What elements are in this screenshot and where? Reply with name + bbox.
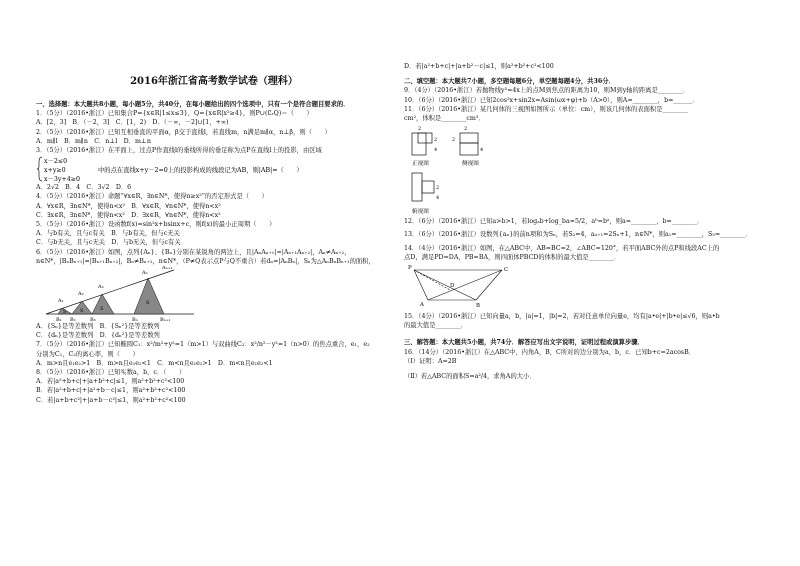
label-b3: B₃ — [90, 317, 96, 323]
question-7-options: A．m>n且e₁e₂>1 B．m>n且e₁e₂<1 C．m<n且e₁e₂>1 D．m<n且e₁e₂<1 — [36, 359, 273, 367]
label-s2: S — [80, 308, 84, 315]
label-p: P — [408, 265, 412, 272]
label-s1: S — [63, 309, 67, 316]
question-1-options: A．[2，3] B．（－2，3] C．[1，2) D．（－∞，－2]∪[1，+∞) — [36, 119, 229, 127]
system-line-3: x－3y+4≥0 — [44, 176, 80, 184]
section-fill-heading: 二、填空题：本大题共7小题，多空题每题6分，单空题每题4分，共36分． — [404, 78, 615, 86]
question-5-options-ab: A．与b有关，且与c有关 B．与b有关，但与c无关 — [36, 230, 180, 238]
question-16-part-1: （Ⅰ）证明：A=2B — [404, 357, 457, 365]
top-view-right — [422, 181, 434, 193]
question-6-options-ab: A．{Sₙ}是等差数列 B．{Sₙ²}是等差数列 — [36, 323, 160, 331]
label-bn1: Bₙ₊₁ — [160, 317, 171, 323]
right-column — [404, 62, 770, 381]
question-2-options: A．m∥l B．m∥n C．n⊥l D．m⊥n — [36, 137, 151, 145]
question-5-options-cd: C．与b无关，且与c无关 D．与b无关，但与c有关 — [36, 239, 181, 247]
side-dim-left: 2 — [452, 137, 456, 144]
triangle-n — [134, 278, 164, 314]
label-s3: S — [100, 306, 104, 313]
label-an: Aₙ — [142, 270, 148, 277]
top-view-label: 俯视图 — [412, 209, 429, 216]
question-8: 8．（5分）（2016•浙江）已知实数a，b，c．（ ） — [36, 369, 186, 377]
front-view-label: 正视图 — [412, 161, 429, 168]
question-16: 16．（14分）（2016•浙江）在△ABC中，内角A，B，C所对的边分别为a，b，c．已知b+c=2acosB． — [404, 348, 696, 356]
question-1: 1．（5分）（2016•浙江）已知集合P={x∈R|1≤x≤3}，Q={x∈R|x²≥4}，则P∪(∁ᵣQ)＝（ ） — [36, 110, 313, 118]
question-6: 6．（5分）（2016•浙江）如图，点列{Aₙ}、{Bₙ}分别在某锐角的两边上，且|AₙAₙ₊₁|=|Aₙ₊₁Aₙ₊₂|，Aₙ≠Aₙ₊₂， — [36, 248, 351, 256]
question-6-cont: n∈N*，|BₙBₙ₊₁|=|Bₙ₊₁Bₙ₊₂|，Bₙ≠Bₙ₊₂，n∈N*，（P≠Q表示点P与Q不重合）若dₙ=|AₙBₙ|，Sₙ为△AₙBₙBₙ₊₁的面积， — [36, 257, 375, 265]
question-2: 2．（5分）（2016•浙江）已知互相垂直的平面α，β交于直线l，若直线m，n满足m∥α，n⊥β，则（ ） — [36, 128, 331, 136]
question-4: 4．（5分）（2016•浙江）命题“∀x∈R，∃n∈N*，使得n≥x²”的否定形式是（ ） — [36, 193, 268, 201]
top-dim-length: 4 — [436, 195, 440, 202]
question-4-options-cd: C．∃x∈R，∃n∈N*，使得n<x² D．∃x∈R，∀n∈N*，使得n<x² — [36, 211, 221, 219]
question-14-figure — [404, 262, 770, 308]
system-line-1: x－2≤0 — [44, 158, 68, 166]
front-view-lower — [412, 133, 426, 155]
question-7: 7．（5分）（2016•浙江）已知椭圆C₁：x²/m²+y²=1（m>1）与双曲线C₂：x²/n²－y²=1（n>0）的焦点重合，e₁，e₂ — [36, 341, 370, 349]
edge-ac — [428, 270, 502, 300]
question-10: 10．（6分）（2016•浙江）已知2cos²x+sin2x=Asin(ωx+φ)+b（A>0），则A=________，b=______． — [404, 96, 699, 104]
question-12: 12．（6分）（2016•浙江）已知a>b>1，若logₐb+log_ba=5/2，aᵇ=bᵃ，则a=________，b=________． — [404, 218, 704, 226]
label-a2: A₂ — [78, 291, 84, 298]
side-view-upper — [460, 133, 478, 143]
label-bn: Bₙ — [132, 317, 138, 323]
label-an1: Aₙ₊₁ — [162, 266, 173, 272]
top-dim-side: 2 — [436, 185, 440, 192]
question-9: 9．（4分）（2016•浙江）若抛物线y²=4x上的点M到焦点的距离为10，则M到y轴的距离是________． — [404, 87, 690, 95]
label-a: A — [420, 302, 424, 309]
page-title: 2016年浙江省高考数学试卷（理科） — [130, 76, 298, 87]
question-15-cont: 的最大值是________． — [404, 322, 467, 330]
side-dim-height: 4 — [480, 147, 484, 154]
top-view-left — [412, 173, 422, 201]
question-15: 15．（4分）（2016•浙江）已知向量a，b，|a|=1，|b|=2，若对任意单位向量e，均有|a•e|+|b•e|≤√6，则a•b — [404, 313, 720, 321]
question-6-figure — [36, 266, 392, 322]
label-sn: S — [146, 300, 150, 307]
label-a3: A₃ — [98, 284, 104, 291]
label-d: D — [450, 283, 455, 290]
question-14: 14．（4分）（2016•浙江）如图，在△ABC中，AB=BC=2，∠ABC=120°，若平面ABC外的点P和线段AC上的 — [404, 244, 720, 252]
left-column — [36, 0, 392, 405]
question-6-options-cd: C．{dₙ}是等差数列 D．{dₙ²}是等差数列 — [36, 332, 160, 340]
three-view-figure — [408, 123, 528, 217]
question-11-three-views — [404, 123, 770, 217]
question-11: 11．（6分）（2016•浙江）某几何体的三视图如图所示（单位：cm），则该几何体的表面积是________ — [404, 105, 688, 113]
edge-pd — [414, 270, 450, 290]
label-b: B — [476, 303, 480, 309]
system-brace-figure — [36, 155, 392, 183]
question-8-option-c: C．若|a+b+c²|+|a+b－c²|≤1，则a²+b²+c²<100 — [36, 396, 186, 404]
label-a1: A₁ — [58, 298, 64, 305]
question-3-cont: 中的点在直线x+y－2=0上的投影构成的线段记为AB，则|AB|=（ ） — [98, 167, 303, 175]
question-14-cont: 点D，满足PD=DA，PB=BA，则四面体PBCD的体积的最大值是________． — [404, 253, 621, 261]
question-7-cont: 分别为C₁，C₂的离心率，则（ ） — [36, 350, 139, 358]
question-13: 13．（6分）（2016•浙江）设数列{aₙ}的前n项和为Sₙ，若S₂=4，aₙ₊₁=2Sₙ+1，n∈N*，则a₁=________，S₅=________． — [404, 231, 752, 239]
side-view-label: 侧视图 — [462, 161, 479, 168]
edge-pa — [414, 270, 428, 300]
question-3-options: A．2√2 B．4 C．3√2 D．6 — [36, 184, 132, 192]
front-dim-side: 2 — [434, 137, 438, 144]
label-b2: B₂ — [70, 317, 76, 323]
side-view-lower — [460, 143, 478, 155]
system-brace — [37, 157, 42, 181]
question-8-option-d: D．若|a²+b+c|+|a+b²－c|≤1，则a²+b²+c²<100 — [404, 63, 554, 70]
front-dim-top: 2 — [418, 126, 422, 133]
question-3-system — [36, 155, 392, 183]
section-solve-heading: 三、解答题：本大题共5小题，共74分．解答应写出文字说明，证明过程或演算步骤． — [404, 339, 644, 347]
edge-pb — [414, 270, 476, 300]
question-4-options-ab: A．∀x∈R，∃n∈N*，使得n<x² B．∀x∈R，∀n∈N*，使得n<x² — [36, 202, 221, 210]
question-16-part-2: （Ⅱ）若△ABC的面积S=a²/4，求角A的大小． — [404, 373, 536, 381]
section-choice-heading: 一、选择题：本大题共8小题，每小题5分，共40分，在每小题给出的四个选项中，只有一个是符合题目要求的． — [36, 101, 350, 108]
system-line-2: x+y≥0 — [44, 167, 66, 175]
label-c: C — [504, 267, 509, 274]
tetrahedron-figure — [406, 262, 526, 308]
point-sequence-figure — [44, 266, 214, 322]
front-view-upper — [418, 133, 432, 143]
front-dim-height: 4 — [434, 147, 438, 154]
question-3: 3．（5分）（2016•浙江）在平面上，过点P作直线l的垂线所得的垂足称为点P在直线l上的投影，由区域 — [36, 147, 322, 155]
question-8-option-b: B．若|a²+b+c|+|a²+b－c|≤1，则a²+b²+c²<100 — [36, 387, 186, 395]
question-8-option-a: A．若|a²+b+c|+|a+b²+c|≤1，则a²+b²+c²<100 — [36, 378, 185, 386]
edge-bc — [476, 270, 502, 300]
label-b1: B₁ — [56, 317, 62, 323]
question-5: 5．（5分）（2016•浙江）设函数f(x)=sin²x+bsinx+c，则f(x)的最小正周期（ ） — [36, 221, 276, 229]
question-11-cont: cm²，体积是________cm³． — [404, 115, 485, 123]
side-dim-top: 2 — [464, 126, 468, 133]
